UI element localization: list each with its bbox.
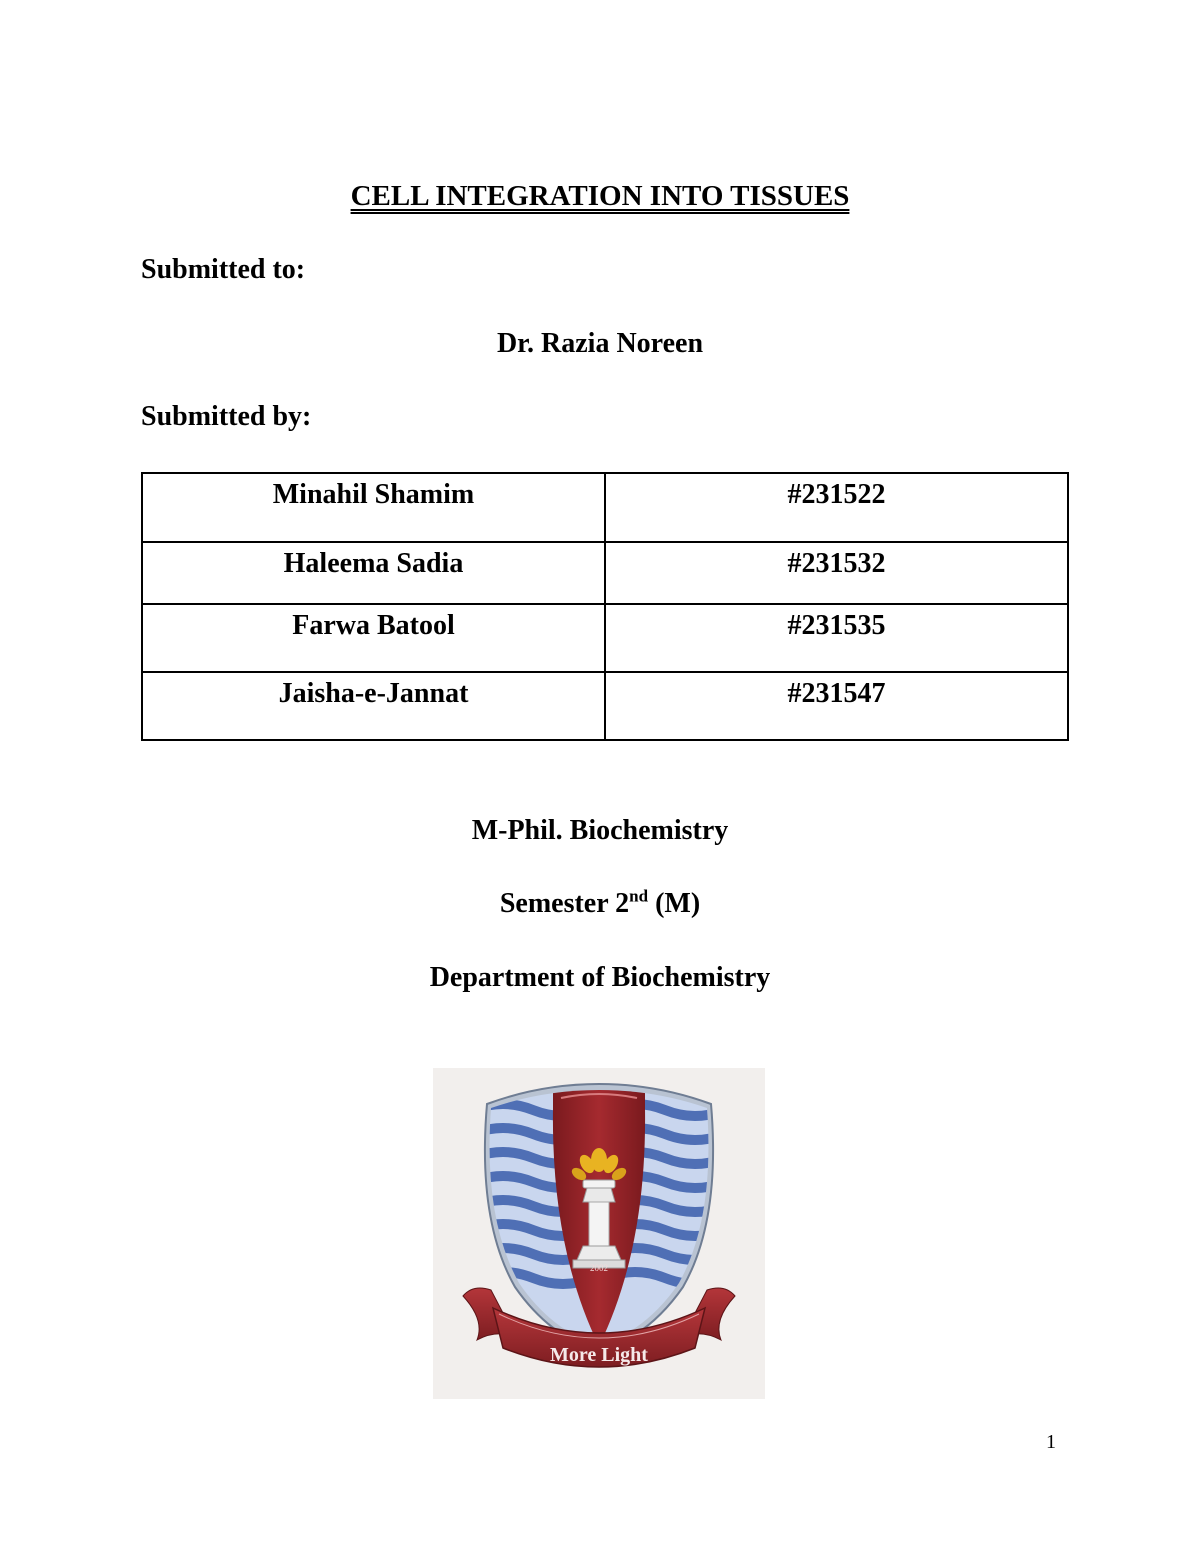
submitted-by-label: Submitted by: bbox=[141, 401, 312, 432]
logo-year: 2002 bbox=[590, 1263, 608, 1273]
supervisor-name: Dr. Razia Noreen bbox=[496, 328, 704, 359]
document-title-text: CELL INTEGRATION INTO TISSUES bbox=[350, 180, 850, 212]
shield-crest-icon bbox=[433, 1068, 765, 1399]
member-id: #231532 bbox=[605, 542, 1068, 604]
table-row bbox=[142, 672, 1068, 740]
semester-prefix: Semester 2 bbox=[499, 888, 630, 919]
member-name: Farwa Batool bbox=[142, 604, 605, 672]
page-number: 1 bbox=[1046, 1431, 1056, 1453]
department-name: Department of Biochemistry bbox=[429, 962, 771, 993]
member-name: Jaisha-e-Jannat bbox=[142, 672, 605, 740]
member-id: #231535 bbox=[605, 604, 1068, 672]
semester-section: (M) bbox=[648, 888, 701, 919]
member-id: #231522 bbox=[605, 473, 1068, 542]
document-title bbox=[0, 178, 1200, 214]
logo-motto: More Light bbox=[550, 1344, 648, 1366]
member-name: Haleema Sadia bbox=[142, 542, 605, 604]
semester-ordinal-suffix: nd bbox=[629, 886, 649, 906]
member-id: #231547 bbox=[605, 672, 1068, 740]
table-row bbox=[142, 542, 1068, 604]
semester-line bbox=[0, 887, 1200, 921]
member-name: Minahil Shamim bbox=[142, 473, 605, 542]
table-row bbox=[142, 604, 1068, 672]
submitted-to-label: Submitted to: bbox=[141, 254, 306, 285]
university-logo bbox=[433, 1068, 765, 1399]
table-row bbox=[142, 473, 1068, 542]
program-name: M-Phil. Biochemistry bbox=[471, 815, 729, 846]
members-table bbox=[141, 472, 1069, 741]
